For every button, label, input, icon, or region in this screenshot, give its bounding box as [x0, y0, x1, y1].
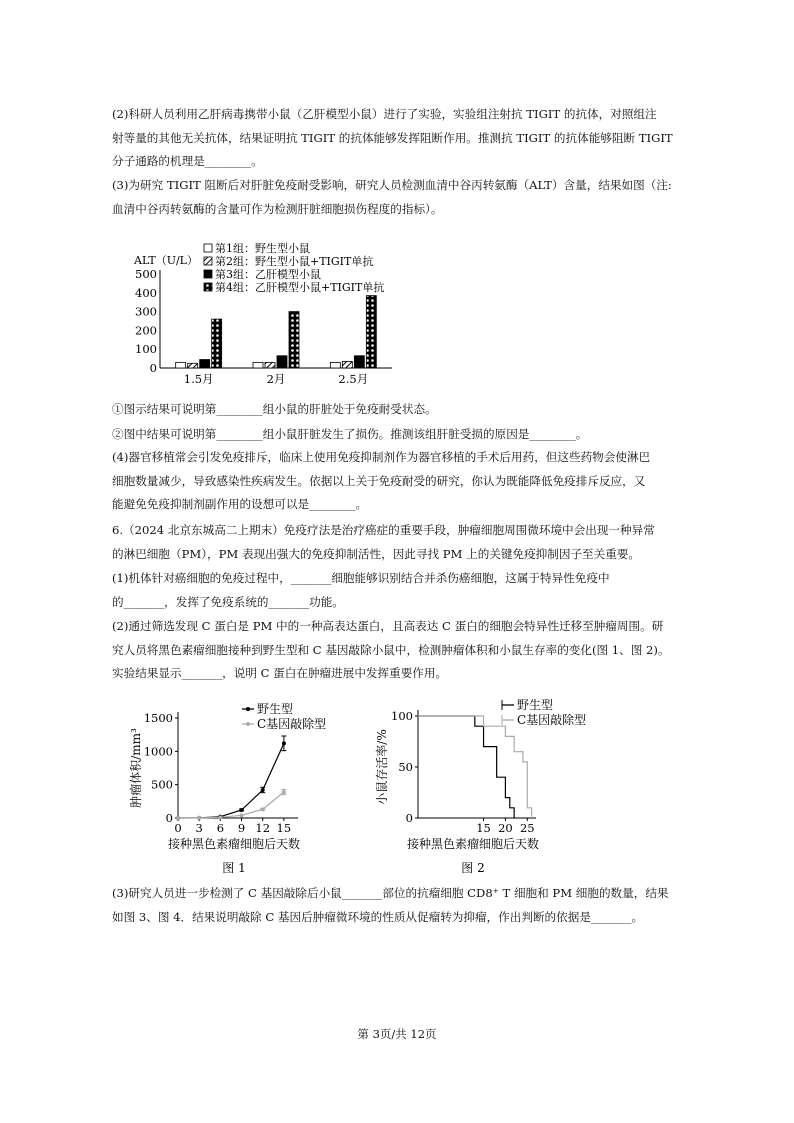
y-tick-label: 100: [391, 709, 413, 723]
question-part-3: [112, 174, 688, 221]
bar: [289, 312, 299, 368]
legend-swatch: [204, 257, 212, 265]
survival-chart: [372, 695, 612, 875]
x-category-label: 2月: [266, 372, 286, 386]
data-point: [218, 815, 222, 819]
legend-swatch: [204, 244, 212, 252]
question-part-2: [112, 103, 688, 174]
text-line: 分子通路的机理是________。: [112, 154, 263, 168]
text-line: 实验结果显示_______，说明 C 蛋白在肿瘤进展中发挥重要作用。: [112, 666, 448, 680]
bar: [200, 360, 210, 368]
question-6-1: [112, 567, 688, 614]
data-point: [261, 788, 265, 792]
bar: [330, 362, 340, 368]
x-tick-label: 15: [476, 821, 491, 835]
x-category-label: 1.5月: [183, 372, 214, 386]
bar: [366, 296, 376, 368]
bar: [176, 362, 186, 368]
sub-question-1: ①图示结果可说明第________组小鼠的肝脏处于免疫耐受状态。: [112, 402, 437, 416]
legend-label: 野生型: [257, 702, 294, 716]
text-line: 射等量的其他无关抗体，结果证明抗 TIGIT 的抗体能够发挥阻断作用。推测抗 TIGIT 的抗体能够阻断 TIGIT: [112, 130, 673, 145]
text-line: (3)研究人员进一步检测了 C 基因敲除后小鼠_______部位的抗瘤细胞 CD8⁺ T 细胞和 PM 细胞的数量，结果: [112, 886, 669, 900]
text-line: (2)通过筛选发现 C 蛋白是 PM 中的一种高表达蛋白，且高表达 C 蛋白的细胞会特异性迁移至肿瘤周围。研: [112, 619, 664, 633]
text-line: 的淋巴细胞（PM），PM 表现出强大的免疫抑制活性，因此寻找 PM 上的关键免疫抑制因子至关重要。: [112, 546, 641, 561]
data-point: [197, 816, 201, 820]
x-tick-label: 20: [498, 821, 513, 835]
legend-marker: [246, 707, 250, 711]
question-6: [112, 519, 688, 566]
y-axis-label: ALT（U/L）: [134, 254, 198, 267]
text-line: (2)科研人员利用乙肝病毒携带小鼠（乙肝模型小鼠）进行了实验，实验组注射抗 TIGIT 的抗体，对照组注: [112, 107, 657, 121]
y-tick-label: 400: [135, 285, 157, 300]
y-axis-label: 小鼠存活率/%: [375, 729, 389, 805]
series-line: [178, 792, 284, 818]
question-6-3: [112, 882, 688, 929]
bar: [342, 361, 352, 368]
x-tick-label: 0: [174, 821, 182, 835]
data-point: [282, 790, 286, 794]
bar: [354, 356, 364, 368]
bar: [277, 356, 287, 368]
text-line: (4)器官移植常会引发免疫排斥，临床上使用免疫抑制剂作为器官移植的手术后用药，但这些药物会使淋巴: [112, 450, 651, 464]
legend-label: 第4组：乙肝模型小鼠+TIGIT单抗: [215, 281, 385, 294]
legend-swatch: [204, 270, 212, 278]
data-point: [282, 741, 286, 745]
data-point: [240, 808, 244, 812]
y-tick-label: 100: [135, 342, 157, 357]
alt-bar-chart: [130, 238, 400, 390]
text-line: 6.（2024 北京东城高二上期末）免疫疗法是治疗癌症的重要手段，肿瘤细胞周围微环境中会出现一种异常: [112, 523, 655, 537]
legend-label: 第3组：乙肝模型小鼠: [215, 268, 321, 281]
legend-label: C基因敲除型: [517, 713, 587, 727]
question-6-2: [112, 615, 688, 686]
bar: [265, 362, 275, 368]
x-tick-label: 15: [276, 821, 292, 835]
data-point: [240, 813, 244, 817]
series-line: [418, 716, 514, 818]
y-tick-label: 500: [135, 267, 157, 281]
x-tick-label: 6: [216, 821, 225, 835]
y-tick-label: 200: [135, 323, 157, 338]
text-line: 的_______，发挥了免疫系统的_______功能。: [112, 594, 344, 609]
figure-caption: 图 1: [222, 861, 246, 875]
legend-label: 野生型: [517, 698, 554, 712]
text-line: 如图 3、图 4．结果说明敲除 C 基因后肿瘤微环境的性质从促瘤转为抑瘤，作出判断的依据是_______。: [112, 909, 644, 924]
y-tick-label: 1500: [143, 711, 173, 725]
y-tick-label: 50: [398, 760, 413, 774]
legend-label: 第1组：野生型小鼠: [215, 242, 310, 255]
y-tick-label: 0: [165, 811, 173, 825]
legend-marker: [246, 722, 250, 726]
y-tick-label: 0: [149, 361, 157, 375]
x-tick-label: 3: [195, 821, 203, 835]
x-tick-label: 12: [255, 821, 271, 835]
x-axis-label: 接种黑色素瘤细胞后天数: [406, 837, 540, 851]
bar: [188, 363, 198, 368]
x-axis-label: 接种黑色素瘤细胞后天数: [167, 837, 301, 851]
data-point: [261, 807, 265, 811]
y-tick-label: 300: [135, 304, 157, 319]
y-tick-label: 0: [405, 811, 413, 825]
legend-label: 第2组：野生型小鼠+TIGIT单抗: [215, 255, 374, 268]
figure-caption: 图 2: [461, 861, 485, 875]
x-tick-label: 25: [519, 821, 535, 835]
text-line: 血清中谷丙转氨酶的含量可作为检测肝脏细胞损伤程度的指标）。: [112, 201, 443, 216]
page-footer: 第 3页/共 12页: [357, 1027, 437, 1041]
text-line: (3)为研究 TIGIT 阻断后对肝脏免疫耐受影响，研究人员检测血清中谷丙转氨酶（ALT）含量，结果如图（注:: [112, 178, 672, 192]
series-line: [418, 716, 532, 818]
y-tick-label: 1000: [143, 744, 173, 759]
text-line: 细胞数量减少，导致感染性疾病发生。依据以上关于免疫耐受的研究，你认为既能降低免疫排斥反应，又: [112, 473, 646, 488]
y-axis-label: 肿瘤体积/mm³: [129, 728, 143, 808]
text-line: 能避免免疫抑制剂副作用的设想可以是________。: [112, 497, 368, 511]
series-line: [178, 743, 284, 818]
text-line: (1)机体针对癌细胞的免疫过程中，_______细胞能够识别结合并杀伤癌细胞，这属于特异性免疫中: [112, 571, 610, 585]
text-line: 究人员将黑色素瘤细胞接种到野生型和 C 基因敲除小鼠中，检测肿瘤体积和小鼠生存率的变化(图 1、图 2)。: [112, 642, 670, 657]
legend-swatch: [204, 283, 212, 291]
x-tick-label: 9: [237, 821, 246, 835]
sub-question-2: ②图中结果可说明第________组小鼠肝脏发生了损伤。推测该组肝脏受损的原因是________。: [112, 427, 588, 441]
question-3-1: [112, 398, 688, 422]
question-3-2: [112, 423, 688, 447]
question-part-4: [112, 446, 688, 517]
bar: [253, 362, 263, 368]
y-tick-label: 500: [151, 777, 173, 792]
bar: [212, 319, 222, 368]
tumor-volume-chart: [124, 695, 327, 875]
x-category-label: 2.5月: [338, 372, 369, 386]
legend-label: C基因敲除型: [257, 717, 327, 731]
data-point: [176, 816, 180, 820]
